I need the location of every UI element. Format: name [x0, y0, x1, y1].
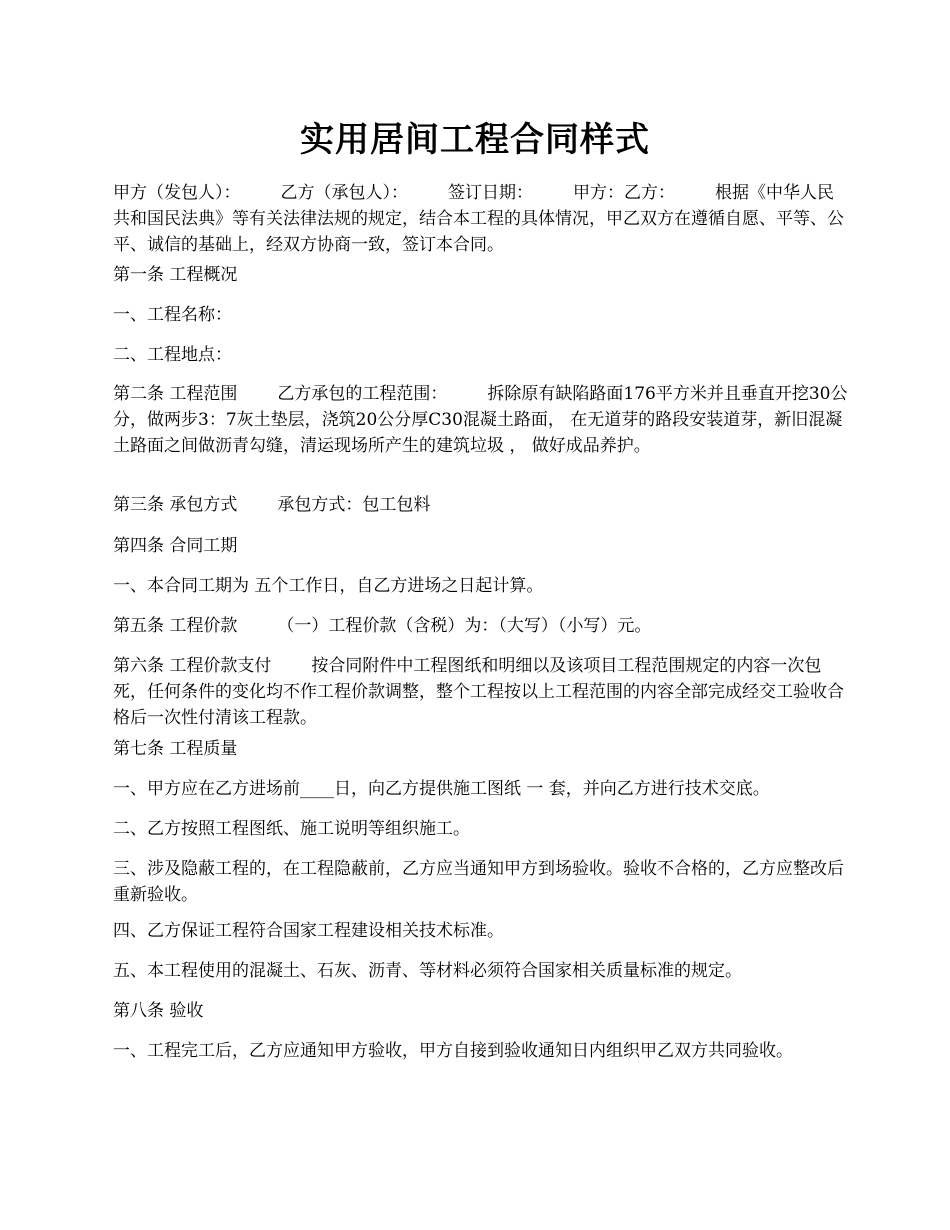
- article-6-heading: 第六条 工程价款支付: [113, 656, 272, 676]
- article-4-item-1: 一、本合同工期为 五个工作日，自乙方进场之日起计算。: [113, 576, 544, 596]
- article-1-heading: 第一条 工程概况: [113, 265, 238, 285]
- article-3-body: 承包方式：包工包料: [277, 495, 431, 515]
- parties-label: 甲方：乙方：: [573, 183, 675, 203]
- article-7-item-1: 一、甲方应在乙方进场前____日，向乙方提供施工图纸 一 套，并向乙方进行技术交底。: [113, 779, 770, 799]
- article-7-item-5: 五、本工程使用的混凝土、石灰、沥青、等材料必须符合国家相关质量标准的规定。: [113, 961, 742, 981]
- party-b-label: 乙方（承包人）：: [280, 183, 408, 203]
- article-6-body: 按合同附件中工程图纸和明细以及该项目工程范围规定的内容一次包死，任何条件的变化均不作工程价款调整，整个工程按以上工程范围的内容全部完成经交工验收合格后一次性付清该工程款。: [113, 656, 844, 728]
- article-2-label: 乙方承包的工程范围：: [277, 384, 448, 404]
- article-6-paragraph: [113, 653, 848, 731]
- article-5-heading: 第五条 工程价款: [113, 616, 238, 636]
- party-a-label: 甲方（发包人）：: [113, 183, 241, 203]
- article-5-body: （一）工程价款（含税）为：（大写）（小写）元。: [277, 616, 652, 636]
- article-3-heading: 第三条 承包方式: [113, 495, 238, 515]
- article-2-heading: 第二条 工程范围: [113, 384, 238, 404]
- article-7-item-2: 二、乙方按照工程图纸、施工说明等组织施工。: [113, 819, 470, 839]
- article-7-item-4: 四、乙方保证工程符合国家工程建设相关技术标准。: [113, 921, 504, 941]
- article-4-heading: 第四条 合同工期: [113, 536, 238, 556]
- article-1-item-2: 二、工程地点：: [113, 345, 232, 365]
- article-1-item-1: 一、工程名称：: [113, 305, 232, 325]
- article-5-paragraph: [113, 613, 848, 639]
- article-7-heading: 第七条 工程质量: [113, 739, 238, 759]
- article-7-item-3: 三、涉及隐蔽工程的，在工程隐蔽前，乙方应当通知甲方到场验收。验收不合格的，乙方应整改后重新验收。: [113, 859, 844, 905]
- document-title: 实用居间工程合同样式: [300, 120, 650, 160]
- article-3-paragraph: [113, 492, 848, 518]
- preamble-text: 根据《中华人民共和国民法典》等有关法律法规的规定，结合本工程的具体情况，甲乙双方在遵循自愿、平等、公平、诚信的基础上，经双方协商一致，签订本合同。: [113, 183, 844, 255]
- article-2-body: 拆除原有缺陷路面176平方米并且垂直开挖30公分，做两步3：7灰土垫层，浇筑20公分厚C30混凝土路面， 在无道芽的路段安装道芽，新旧混凝土路面之间做沥青勾缝，清运现场所产生的建筑垃圾 ， 做好成品养护。: [113, 384, 848, 456]
- sign-date-label: 签订日期：: [448, 183, 533, 203]
- article-8-item-1: 一、工程完工后，乙方应通知甲方验收，甲方自接到验收通知日内组织甲乙双方共同验收。: [113, 1041, 793, 1061]
- preamble-paragraph: [113, 180, 848, 258]
- article-2-paragraph: [113, 381, 848, 459]
- article-8-heading: 第八条 验收: [113, 1001, 204, 1021]
